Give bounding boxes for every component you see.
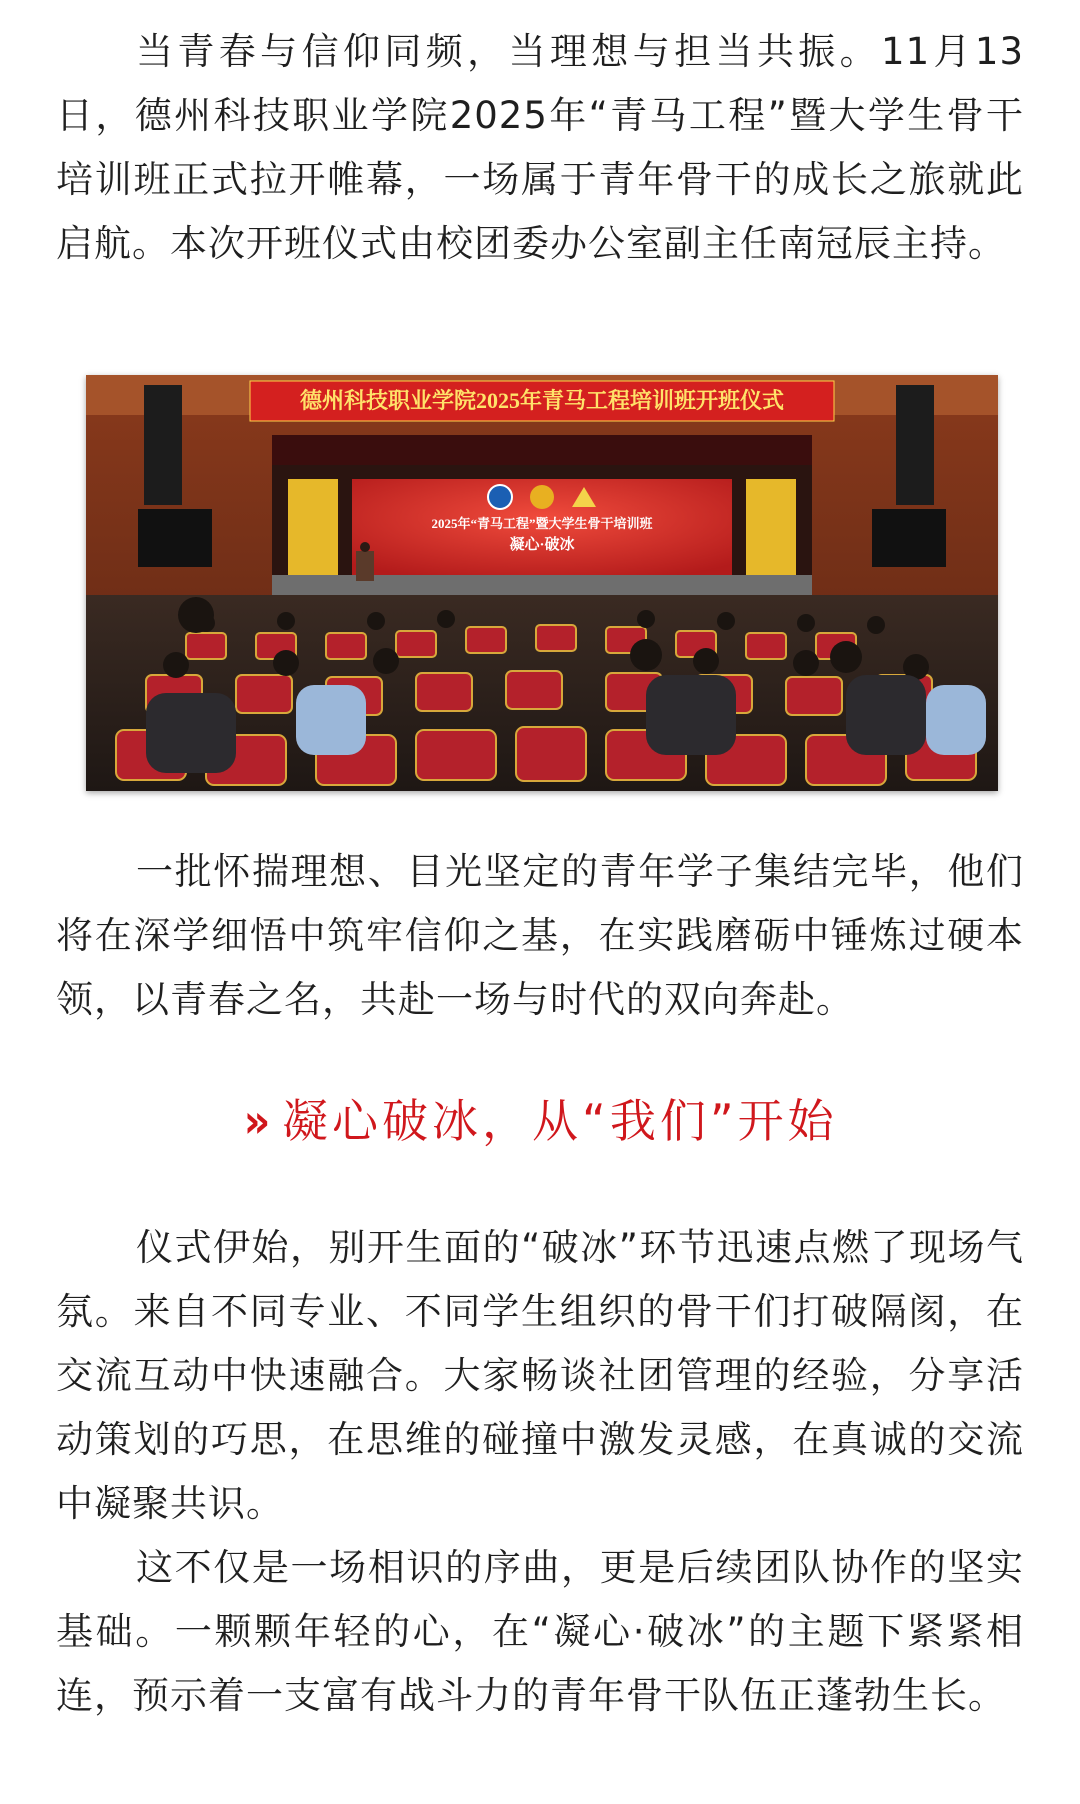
double-chevron-right-icon: »: [243, 1094, 275, 1148]
screen-subtitle: 凝心·破冰: [509, 537, 575, 553]
article-paragraph-closing: 这不仅是一场相识的序曲，更是后续团队协作的坚实基础。一颗颗年轻的心，在“凝心·破冰”的主题下紧紧相连，预示着一支富有战斗力的青年骨干队伍正蓬勃生长。: [56, 1546, 1024, 1717]
article-paragraph-icebreak: 仪式伊始，别开生面的“破冰”环节迅速点燃了现场气氛。来自不同专业、不同学生组织的骨干们打破隔阂，在交流互动中快速融合。大家畅谈社团管理的经验，分享活动策划的巧思，在思维的碰撞中激发灵感，在真诚的交流中凝聚共识。: [56, 1226, 1024, 1525]
article-paragraph-students: 一批怀揣理想、目光坚定的青年学子集结完毕，他们将在深学细悟中筑牢信仰之基，在实践磨砺中锤炼过硬本领，以青春之名，共赴一场与时代的双向奔赴。: [56, 850, 1024, 1021]
article-paragraph-intro: 当青春与信仰同频，当理想与担当共振。11月13日，德州科技职业学院2025年“青马工程”暨大学生骨干培训班正式拉开帷幕，一场属于青年骨干的成长之旅就此启航。本次开班仪式由校团委办公室副主任南冠辰主持。: [56, 30, 1024, 265]
screen-title: 2025年“青马工程”暨大学生骨干培训班: [431, 516, 653, 531]
section-heading: [0, 1088, 1080, 1154]
ceremony-photo[interactable]: [86, 375, 998, 791]
section-heading-text: 凝心破冰，从“我们”开始: [282, 1094, 838, 1148]
ceremony-photo-illustration: [86, 375, 998, 791]
banner-text: 德州科技职业学院2025年青马工程培训班开班仪式: [299, 388, 785, 413]
